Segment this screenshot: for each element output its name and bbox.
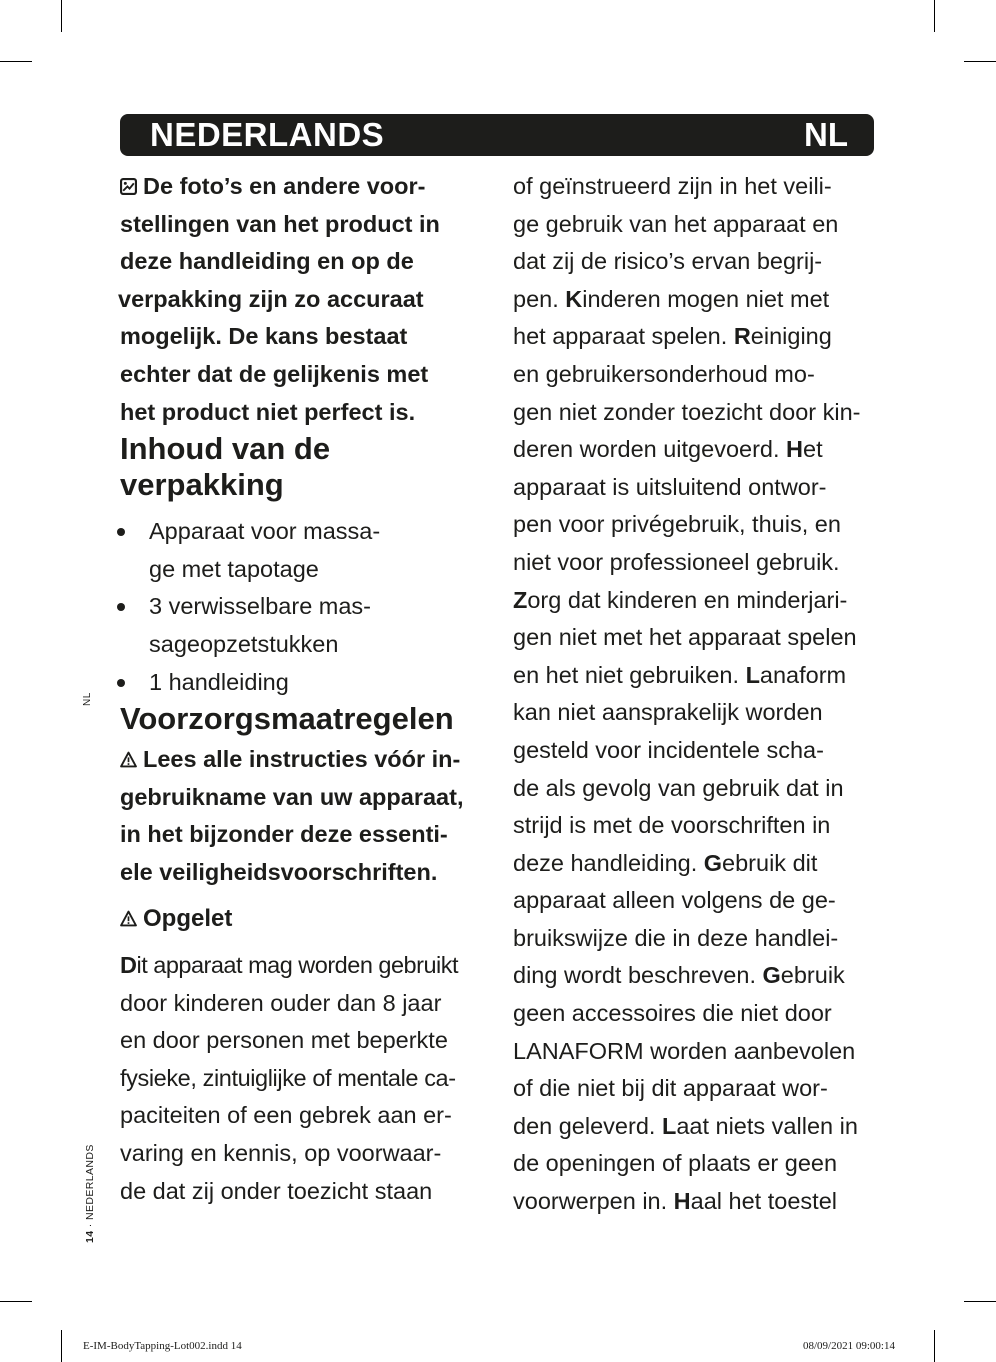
- body-line: en het niet gebruiken. Lanaform: [513, 661, 847, 688]
- crop-mark: [964, 61, 996, 62]
- body-line: kan niet aansprakelijk worden: [513, 699, 823, 726]
- dropcap: K: [565, 285, 583, 312]
- dropcap: H: [673, 1188, 691, 1215]
- caution-body: [120, 947, 490, 1210]
- footer-section: · NEDERLANDS: [84, 1144, 96, 1231]
- caution-line: varing en kennis, op voorwaar-: [120, 1140, 442, 1167]
- slug-filename: E-IM-BodyTapping-Lot002.indd 14: [83, 1340, 242, 1352]
- body-line: niet voor professioneel gebruik.: [513, 548, 840, 575]
- body-line: pen. Kinderen mogen niet met: [513, 285, 830, 312]
- crop-mark: [61, 1330, 62, 1362]
- warning-triangle-icon: [120, 910, 137, 927]
- caution-heading: Opgelet: [120, 900, 490, 938]
- precautions-line: in het bijzonder deze essenti-: [120, 821, 448, 848]
- crop-mark: [934, 1330, 935, 1362]
- dropcap: H: [786, 436, 804, 463]
- list-item: 1 handleiding: [120, 664, 490, 702]
- caution-line: fysieke, zintuiglijke of mentale ca-: [120, 1064, 456, 1091]
- dropcap: G: [703, 849, 723, 876]
- body-line: geen accessoires die niet door: [513, 1000, 832, 1027]
- right-column: [513, 168, 883, 1221]
- intro-line: het product niet perfect is.: [120, 398, 416, 425]
- body-line: ge gebruik van het apparaat en: [513, 210, 839, 237]
- page-footer: [84, 1144, 96, 1243]
- dropcap: L: [745, 661, 760, 688]
- intro-line: De foto’s en andere voor-: [120, 168, 490, 206]
- intro-note: [120, 168, 490, 431]
- body-line: pen voor privégebruik, thuis, en: [513, 511, 841, 538]
- precautions-line: ele veiligheidsvoorschriften.: [120, 858, 438, 885]
- body-line: den geleverd. Laat niets vallen in: [513, 1112, 858, 1139]
- body-line: ding wordt beschreven. Gebruik: [513, 962, 845, 989]
- crop-mark: [0, 61, 32, 62]
- caution-line: Dit apparaat mag worden gebruikt: [120, 952, 459, 979]
- dropcap: Z: [513, 586, 528, 613]
- body-line: voorwerpen in. Haal het toestel: [513, 1188, 837, 1215]
- language-banner: [120, 114, 874, 156]
- body-line: de als gevolg van gebruik dat in: [513, 774, 844, 801]
- crop-mark: [964, 1301, 996, 1302]
- body-line: LANAFORM worden aanbevolen: [513, 1037, 856, 1064]
- intro-line: verpakking zijn zo accuraat: [118, 285, 424, 312]
- precautions-line: Lees alle instructies vóór in-: [120, 741, 490, 779]
- list-item: 3 verwisselbare mas- sageopzetstukken: [120, 588, 490, 663]
- body-line: apparaat is uitsluitend ontwor-: [513, 473, 827, 500]
- precautions-line: gebruikname van uw apparaat,: [120, 783, 464, 810]
- intro-line: deze handleiding en op de: [120, 248, 414, 275]
- intro-line: stellingen van het product in: [120, 210, 440, 237]
- body-line: gen niet zonder toezicht door kin-: [513, 398, 861, 425]
- dropcap: L: [661, 1112, 677, 1139]
- body-line: dat zij de risico’s ervan begrij-: [513, 248, 823, 275]
- body-line: strijd is met de voorschriften in: [513, 812, 831, 839]
- contents-list: [120, 513, 490, 701]
- precautions-intro: [120, 741, 490, 891]
- crop-mark: [61, 0, 62, 32]
- language-title: NEDERLANDS: [150, 116, 385, 153]
- intro-line: echter dat de gelijkenis met: [120, 360, 429, 387]
- slug-datetime: 08/09/2021 09:00:14: [803, 1340, 895, 1352]
- left-column: [120, 168, 490, 1210]
- warning-triangle-icon: [120, 751, 137, 768]
- body-line: gen niet met het apparaat spelen: [513, 624, 857, 651]
- list-item: Apparaat voor massa- ge met tapotage: [120, 513, 490, 588]
- precautions-heading: Voorzorgsmaatregelen: [120, 701, 454, 737]
- dropcap: D: [120, 952, 137, 979]
- body-line: gesteld voor incidentele scha-: [513, 736, 824, 763]
- body-line: het apparaat spelen. Reiniging: [513, 323, 832, 350]
- body-line: of die niet bij dit apparaat wor-: [513, 1075, 828, 1102]
- intro-line: mogelijk. De kans bestaat: [120, 323, 408, 350]
- body-line: bruikswijze die in deze handlei-: [513, 924, 839, 951]
- dropcap: R: [733, 323, 751, 350]
- body-line: de openingen of plaats er geen: [513, 1150, 838, 1177]
- language-code: NL: [804, 116, 848, 153]
- caution-line: paciteiten of een gebrek aan er-: [120, 1102, 452, 1129]
- body-line: of geïnstrueerd zijn in het veili-: [513, 173, 832, 199]
- caution-line: de dat zij onder toezicht staan: [120, 1177, 433, 1204]
- crop-mark: [934, 0, 935, 32]
- dropcap: G: [762, 962, 781, 989]
- body-line: en gebruikersonderhoud mo-: [513, 360, 815, 387]
- contents-heading: Inhoud van de verpakking: [120, 431, 331, 503]
- caution-line: en door personen met beperkte: [120, 1027, 448, 1054]
- body-line: apparaat alleen volgens de ge-: [513, 887, 836, 914]
- body-line: deze handleiding. Gebruik dit: [513, 849, 818, 876]
- caution-line: door kinderen ouder dan 8 jaar: [120, 989, 442, 1016]
- body-line: Zorg dat kinderen en minderjari-: [513, 586, 848, 613]
- page-number: 14: [84, 1230, 96, 1243]
- crop-mark: [0, 1301, 32, 1302]
- body-line: deren worden uitgevoerd. Het: [513, 436, 823, 463]
- side-language-tab: NL: [82, 692, 93, 706]
- photo-icon: [120, 178, 137, 195]
